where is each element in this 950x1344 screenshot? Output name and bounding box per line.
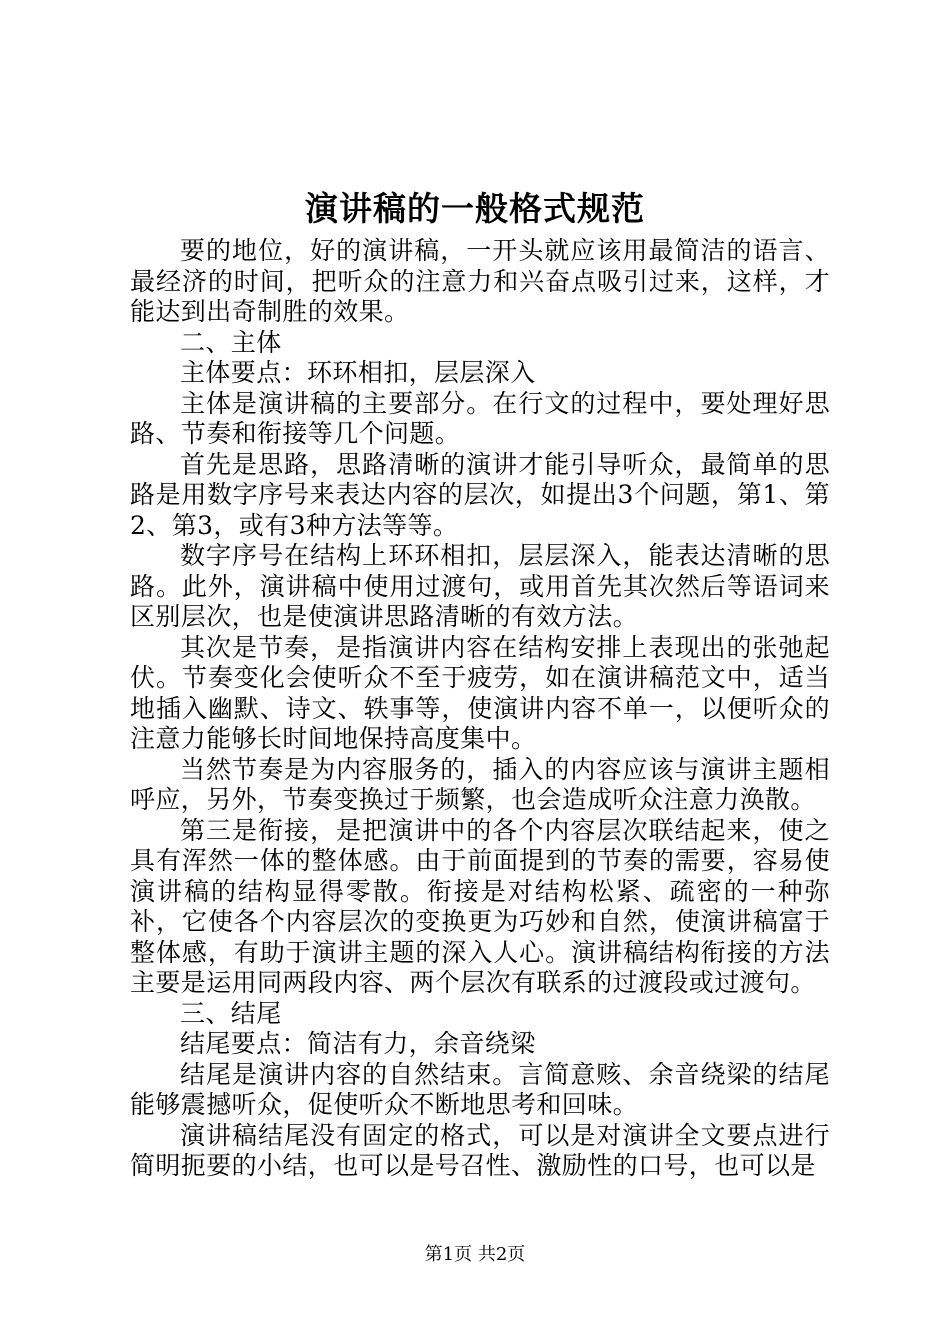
page-number-footer: 第1页 共2页 (424, 1244, 526, 1265)
section-keypoint-body: 主体要点：环环相扣，层层深入 (180, 358, 536, 387)
section-heading-body: 二、主体 (180, 327, 282, 357)
paragraph-ending-format: 演讲稿结尾没有固定的格式，可以是对演讲全文要点进行简明扼要的小结，也可以是号召性、激励性的口号，也可以是 (130, 1120, 830, 1180)
paragraph-numbering: 数字序号在结构上环环相扣，层层深入，能表达清晰的思路。此外，演讲稿中使用过渡句，或用首先其次然后等语词来区别层次，也是使演讲思路清晰的有效方法。 (130, 541, 830, 631)
paragraph-intro: 要的地位，好的演讲稿，一开头就应该用最简洁的语言、最经济的时间，把听众的注意力和兴奋点吸引过来，这样，才能达到出奇制胜的效果。 (130, 236, 830, 326)
paragraph-thinking: 首先是思路，思路清晰的演讲才能引导听众，最简单的思路是用数字序号来表达内容的层次，如提出3个问题，第1、第2、第3，或有3种方法等等。 (130, 449, 830, 540)
paragraph-rhythm-note: 当然节奏是为内容服务的，插入的内容应该与演讲主题相呼应，另外，节奏变换过于频繁，也会造成听众注意力涣散。 (130, 754, 830, 814)
document-body (130, 236, 830, 1182)
document-title: 演讲稿的一般格式规范 (305, 189, 645, 228)
paragraph-rhythm: 其次是节奏，是指演讲内容在结构安排上表现出的张弛起伏。节奏变化会使听众不至于疲劳，如在演讲稿范文中，适当地插入幽默、诗文、轶事等，使演讲内容不单一，以便听众的注意力能够长时间地保持高度集中。 (130, 632, 830, 753)
paragraph-ending-overview: 结尾是演讲内容的自然结束。言简意赅、余音绕梁的结尾能够震撼听众，促使听众不断地思考和回味。 (130, 1059, 830, 1119)
paragraph-transition: 第三是衔接，是把演讲中的各个内容层次联结起来，使之具有浑然一体的整体感。由于前面提到的节奏的需要，容易使演讲稿的结构显得零散。衔接是对结构松紧、疏密的一种弥补，它使各个内容层次的变换更为巧妙和自然，使演讲稿富于整体感，有助于演讲主题的深入人心。演讲稿结构衔接的方法主要是运用同两段内容、两个层次有联系的过渡段或过渡句。 (130, 815, 830, 997)
paragraph-body-overview: 主体是演讲稿的主要部分。在行文的过程中，要处理好思路、节奏和衔接等几个问题。 (130, 388, 830, 448)
section-heading-ending: 三、结尾 (180, 998, 282, 1028)
section-keypoint-ending: 结尾要点：简洁有力，余音绕梁 (180, 1029, 536, 1058)
